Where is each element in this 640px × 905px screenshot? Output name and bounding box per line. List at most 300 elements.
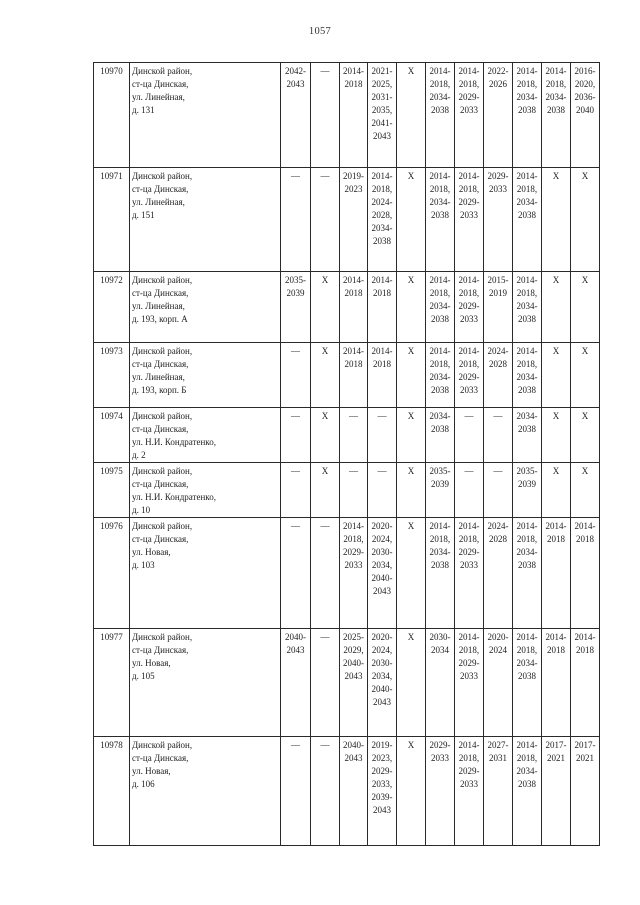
- address-line: ст-ца Динская,: [132, 288, 189, 298]
- period-line: 2021: [576, 753, 594, 763]
- period-line: 2030-: [429, 632, 451, 642]
- table-row: [94, 272, 600, 343]
- period-cell: [426, 272, 455, 343]
- period-cell: [368, 63, 397, 168]
- period-cell: [281, 629, 311, 737]
- period-line: —: [291, 740, 300, 750]
- period-line: 2034-: [429, 301, 451, 311]
- address-line: д. 103: [132, 560, 155, 570]
- period-cell: [426, 629, 455, 737]
- period-cell: [571, 272, 600, 343]
- period-cell: [397, 63, 426, 168]
- period-line: 2018: [576, 534, 594, 544]
- period-line: 2024,: [371, 534, 393, 544]
- period-cell: [368, 168, 397, 272]
- address-cell: [130, 408, 281, 463]
- period-line: X: [321, 411, 329, 421]
- period-cell: [513, 408, 542, 463]
- period-line: 2043: [373, 805, 391, 815]
- period-line: 2014-: [545, 66, 567, 76]
- period-line: 2033: [460, 779, 478, 789]
- period-line: X: [407, 66, 415, 76]
- address-line: д. 193, корп. Б: [132, 385, 187, 395]
- period-cell: [397, 168, 426, 272]
- period-line: 2022-: [487, 66, 509, 76]
- period-line: 2036-: [574, 92, 596, 102]
- period-line: 2040-: [285, 632, 306, 642]
- period-line: 2019: [489, 288, 507, 298]
- period-cell: [542, 272, 571, 343]
- table-row: [94, 518, 600, 629]
- address-line: ст-ца Динская,: [132, 184, 189, 194]
- period-line: 2028: [489, 534, 507, 544]
- address-line: ул. Новая,: [132, 658, 171, 668]
- address-line: ул. Линейная,: [132, 197, 185, 207]
- period-cell: [455, 463, 484, 518]
- address-line: Динской район,: [132, 632, 193, 642]
- period-line: 2018,: [458, 288, 480, 298]
- period-line: 2014-: [458, 171, 480, 181]
- period-line: 2014-: [545, 632, 567, 642]
- row-number: 10976: [94, 518, 130, 629]
- period-line: 2028: [489, 359, 507, 369]
- period-cell: [484, 629, 513, 737]
- period-line: X: [321, 466, 329, 476]
- address-line: ст-ца Динская,: [132, 645, 189, 655]
- period-line: 2019-: [371, 740, 393, 750]
- period-line: 2025,: [371, 79, 393, 89]
- period-line: 2038: [518, 314, 536, 324]
- period-line: 2020,: [574, 79, 596, 89]
- period-line: 2038: [518, 385, 536, 395]
- row-number: 10971: [94, 168, 130, 272]
- period-line: 2039: [286, 288, 305, 298]
- period-cell: [340, 168, 368, 272]
- period-line: 2014-: [458, 275, 480, 285]
- period-cell: [340, 408, 368, 463]
- period-line: 2041-: [371, 118, 393, 128]
- address-line: Динской район,: [132, 411, 193, 421]
- period-cell: [340, 518, 368, 629]
- period-line: 2020-: [371, 632, 393, 642]
- period-line: 2014-: [371, 171, 393, 181]
- period-line: 2029-: [458, 301, 480, 311]
- period-cell: [397, 343, 426, 408]
- period-line: 2018,: [516, 79, 538, 89]
- period-line: 2024-: [487, 346, 509, 356]
- period-line: X: [581, 171, 589, 181]
- period-line: 2034-: [516, 658, 538, 668]
- period-line: 2014-: [343, 66, 364, 76]
- address-line: ул. Н.И. Кондратенко,: [132, 492, 216, 502]
- period-line: 2034,: [371, 560, 393, 570]
- period-line: 2038: [431, 210, 449, 220]
- period-cell: [311, 272, 340, 343]
- period-line: 2034-: [516, 547, 538, 557]
- period-line: 2038: [518, 671, 536, 681]
- period-cell: [455, 408, 484, 463]
- period-line: 2034-: [429, 92, 451, 102]
- period-cell: [455, 168, 484, 272]
- period-line: 2018,: [516, 288, 538, 298]
- period-cell: [311, 63, 340, 168]
- period-cell: [484, 168, 513, 272]
- address-line: ул. Н.И. Кондратенко,: [132, 437, 216, 447]
- period-line: X: [407, 632, 415, 642]
- period-line: 2018,: [516, 645, 538, 655]
- period-line: 2024-: [487, 521, 509, 531]
- period-line: 2038: [518, 210, 536, 220]
- period-cell: [368, 343, 397, 408]
- period-cell: [542, 629, 571, 737]
- period-cell: [397, 272, 426, 343]
- period-cell: [281, 168, 311, 272]
- row-number: 10975: [94, 463, 130, 518]
- period-line: 2014-: [516, 346, 538, 356]
- address-line: ст-ца Динская,: [132, 753, 189, 763]
- period-line: 2034-: [429, 372, 451, 382]
- period-line: 2038: [518, 424, 536, 434]
- table-row: [94, 63, 600, 168]
- period-line: 2018,: [458, 79, 480, 89]
- period-line: 2018,: [516, 534, 538, 544]
- period-line: 2029-: [343, 547, 364, 557]
- table-row: [94, 629, 600, 737]
- period-line: —: [493, 466, 503, 476]
- period-line: 2018,: [458, 534, 480, 544]
- period-cell: [513, 737, 542, 846]
- period-line: 2014-: [458, 66, 480, 76]
- schedule-table: [93, 62, 600, 846]
- period-cell: [513, 63, 542, 168]
- period-cell: [311, 463, 340, 518]
- period-line: —: [464, 466, 474, 476]
- period-cell: [455, 63, 484, 168]
- period-line: X: [552, 275, 560, 285]
- period-cell: [281, 272, 311, 343]
- period-cell: [426, 343, 455, 408]
- period-cell: [571, 408, 600, 463]
- period-line: X: [552, 346, 560, 356]
- row-number: 10977: [94, 629, 130, 737]
- period-cell: [571, 518, 600, 629]
- period-cell: [311, 408, 340, 463]
- period-line: —: [291, 521, 300, 531]
- address-cell: [130, 737, 281, 846]
- period-line: 2040-: [343, 740, 364, 750]
- period-line: 2019-: [343, 171, 364, 181]
- period-line: 2029-: [371, 766, 393, 776]
- period-cell: [340, 463, 368, 518]
- period-cell: [340, 343, 368, 408]
- period-line: 2034,: [371, 671, 393, 681]
- period-line: 2043: [286, 79, 305, 89]
- period-line: 2021-: [371, 66, 393, 76]
- period-line: 2014-: [458, 346, 480, 356]
- table-row: [94, 463, 600, 518]
- period-line: 2029-: [458, 766, 480, 776]
- period-line: 2014-: [429, 66, 451, 76]
- period-line: X: [321, 346, 329, 356]
- period-line: X: [581, 411, 589, 421]
- period-line: 2027-: [487, 740, 509, 750]
- row-number: 10973: [94, 343, 130, 408]
- period-cell: [571, 168, 600, 272]
- period-line: 2014-: [516, 740, 538, 750]
- period-cell: [484, 272, 513, 343]
- period-line: X: [407, 275, 415, 285]
- period-line: 2016-: [574, 66, 596, 76]
- period-cell: [571, 63, 600, 168]
- period-line: X: [407, 411, 415, 421]
- period-line: 2033: [460, 560, 478, 570]
- period-cell: [513, 168, 542, 272]
- period-cell: [571, 737, 600, 846]
- period-cell: [368, 737, 397, 846]
- period-line: 2018,: [429, 534, 451, 544]
- period-line: 2018,: [458, 359, 480, 369]
- period-line: 2029-: [458, 372, 480, 382]
- table-body: [94, 63, 600, 846]
- period-line: 2039-: [371, 792, 393, 802]
- period-cell: [281, 463, 311, 518]
- period-line: 2035-: [516, 466, 538, 476]
- period-line: X: [321, 275, 329, 285]
- period-line: 2043: [344, 671, 363, 681]
- address-cell: [130, 168, 281, 272]
- address-cell: [130, 343, 281, 408]
- period-cell: [340, 629, 368, 737]
- period-line: 2030-: [371, 658, 393, 668]
- period-line: —: [349, 411, 358, 421]
- period-cell: [513, 463, 542, 518]
- period-cell: [542, 168, 571, 272]
- period-line: 2038: [431, 314, 449, 324]
- period-line: 2018,: [429, 79, 451, 89]
- period-line: 2024,: [371, 645, 393, 655]
- period-cell: [340, 272, 368, 343]
- period-line: —: [464, 411, 474, 421]
- period-cell: [484, 343, 513, 408]
- period-line: 2030-: [371, 547, 393, 557]
- period-line: 2029-: [458, 658, 480, 668]
- row-number: 10978: [94, 737, 130, 846]
- period-line: 2034-: [429, 411, 451, 421]
- period-cell: [340, 737, 368, 846]
- address-line: ст-ца Динская,: [132, 479, 189, 489]
- period-cell: [368, 408, 397, 463]
- period-line: 2033: [489, 184, 507, 194]
- period-cell: [571, 463, 600, 518]
- period-line: —: [320, 740, 330, 750]
- period-line: 2014-: [429, 346, 451, 356]
- period-line: 2024: [489, 645, 507, 655]
- period-line: 2014-: [429, 521, 451, 531]
- period-line: 2018,: [371, 184, 393, 194]
- address-line: Динской район,: [132, 740, 193, 750]
- period-line: 2038: [547, 105, 565, 115]
- period-line: 2033: [460, 385, 478, 395]
- period-line: 2043: [373, 131, 391, 141]
- period-line: X: [581, 346, 589, 356]
- period-line: —: [320, 66, 330, 76]
- address-line: д. 106: [132, 779, 155, 789]
- period-cell: [368, 463, 397, 518]
- period-line: X: [581, 466, 589, 476]
- period-line: 2038: [431, 385, 449, 395]
- period-cell: [426, 408, 455, 463]
- period-line: 2018,: [516, 753, 538, 763]
- period-line: 2026: [489, 79, 507, 89]
- period-line: 2018,: [458, 184, 480, 194]
- period-cell: [542, 737, 571, 846]
- period-line: 2023,: [371, 753, 393, 763]
- period-cell: [484, 737, 513, 846]
- period-cell: [397, 463, 426, 518]
- period-line: 2023: [344, 184, 363, 194]
- period-line: 2043: [373, 697, 391, 707]
- period-line: X: [407, 171, 415, 181]
- period-cell: [426, 63, 455, 168]
- period-line: 2014-: [458, 632, 480, 642]
- period-cell: [368, 629, 397, 737]
- period-line: 2043: [373, 586, 391, 596]
- period-line: 2024-: [371, 197, 393, 207]
- address-line: ул. Линейная,: [132, 372, 185, 382]
- table-row: [94, 343, 600, 408]
- period-cell: [513, 518, 542, 629]
- period-line: —: [320, 171, 330, 181]
- period-line: —: [291, 411, 300, 421]
- period-line: 2014-: [458, 740, 480, 750]
- period-line: 2034-: [429, 547, 451, 557]
- period-line: 2038: [431, 105, 449, 115]
- period-cell: [397, 408, 426, 463]
- address-line: ст-ца Динская,: [132, 534, 189, 544]
- period-cell: [455, 343, 484, 408]
- address-cell: [130, 463, 281, 518]
- period-line: 2018: [547, 534, 565, 544]
- period-line: 2033: [460, 105, 478, 115]
- period-line: X: [552, 171, 560, 181]
- period-line: 2018: [344, 288, 363, 298]
- row-number: 10972: [94, 272, 130, 343]
- period-line: X: [407, 521, 415, 531]
- period-line: 2042-: [285, 66, 306, 76]
- period-cell: [281, 408, 311, 463]
- period-line: 2014-: [574, 521, 596, 531]
- period-line: 2014-: [545, 521, 567, 531]
- period-line: 2031-: [371, 92, 393, 102]
- period-line: —: [377, 466, 387, 476]
- period-line: 2033: [460, 210, 478, 220]
- period-line: 2018,: [516, 359, 538, 369]
- period-line: 2029-: [487, 171, 509, 181]
- period-line: 2014-: [343, 521, 364, 531]
- period-line: 2029-: [458, 547, 480, 557]
- period-line: 2014-: [371, 346, 393, 356]
- period-line: 2035-: [285, 275, 306, 285]
- period-line: 2040-: [343, 658, 364, 668]
- period-line: 2014-: [516, 521, 538, 531]
- period-line: 2014-: [429, 171, 451, 181]
- address-cell: [130, 272, 281, 343]
- period-line: 2040: [576, 105, 594, 115]
- period-line: —: [349, 466, 358, 476]
- period-cell: [281, 343, 311, 408]
- period-line: 2038: [431, 424, 449, 434]
- period-cell: [484, 518, 513, 629]
- period-line: 2020-: [371, 521, 393, 531]
- period-line: 2035,: [371, 105, 393, 115]
- period-cell: [311, 518, 340, 629]
- address-line: ул. Линейная,: [132, 301, 185, 311]
- period-line: 2018,: [429, 288, 451, 298]
- period-line: 2017-: [545, 740, 567, 750]
- period-line: 2014-: [343, 275, 364, 285]
- period-cell: [513, 272, 542, 343]
- period-line: 2014-: [343, 346, 364, 356]
- period-cell: [426, 168, 455, 272]
- period-line: 2034-: [516, 766, 538, 776]
- period-line: 2018,: [458, 645, 480, 655]
- period-line: 2033: [344, 560, 363, 570]
- period-line: X: [407, 346, 415, 356]
- address-line: ул. Линейная,: [132, 92, 185, 102]
- period-line: 2018: [344, 359, 363, 369]
- period-line: X: [407, 466, 415, 476]
- period-cell: [484, 63, 513, 168]
- period-line: 2014-: [429, 275, 451, 285]
- period-line: X: [552, 411, 560, 421]
- period-line: 2043: [286, 645, 305, 655]
- period-cell: [311, 737, 340, 846]
- period-line: —: [493, 411, 503, 421]
- period-line: 2014-: [516, 275, 538, 285]
- period-cell: [571, 629, 600, 737]
- period-line: 2020-: [487, 632, 509, 642]
- table-row: [94, 737, 600, 846]
- period-cell: [426, 463, 455, 518]
- period-line: 2017-: [574, 740, 596, 750]
- period-line: 2018,: [429, 184, 451, 194]
- period-line: 2018,: [429, 359, 451, 369]
- period-line: 2038: [518, 779, 536, 789]
- period-line: 2018: [373, 359, 391, 369]
- period-line: 2034-: [516, 372, 538, 382]
- period-line: 2014-: [516, 66, 538, 76]
- period-line: 2025-: [343, 632, 364, 642]
- period-cell: [455, 629, 484, 737]
- period-line: 2038: [518, 560, 536, 570]
- address-line: д. 151: [132, 210, 155, 220]
- table-row: [94, 408, 600, 463]
- period-line: 2018: [547, 645, 565, 655]
- period-line: —: [291, 346, 300, 356]
- period-cell: [397, 737, 426, 846]
- period-cell: [513, 629, 542, 737]
- period-line: —: [377, 411, 387, 421]
- period-line: X: [552, 466, 560, 476]
- period-line: 2033: [431, 753, 449, 763]
- period-line: 2029-: [458, 197, 480, 207]
- address-line: д. 105: [132, 671, 155, 681]
- address-line: д. 131: [132, 105, 155, 115]
- period-line: 2034: [431, 645, 449, 655]
- period-line: 2021: [547, 753, 565, 763]
- page-number: 1057: [308, 26, 332, 37]
- period-line: 2029-: [429, 740, 451, 750]
